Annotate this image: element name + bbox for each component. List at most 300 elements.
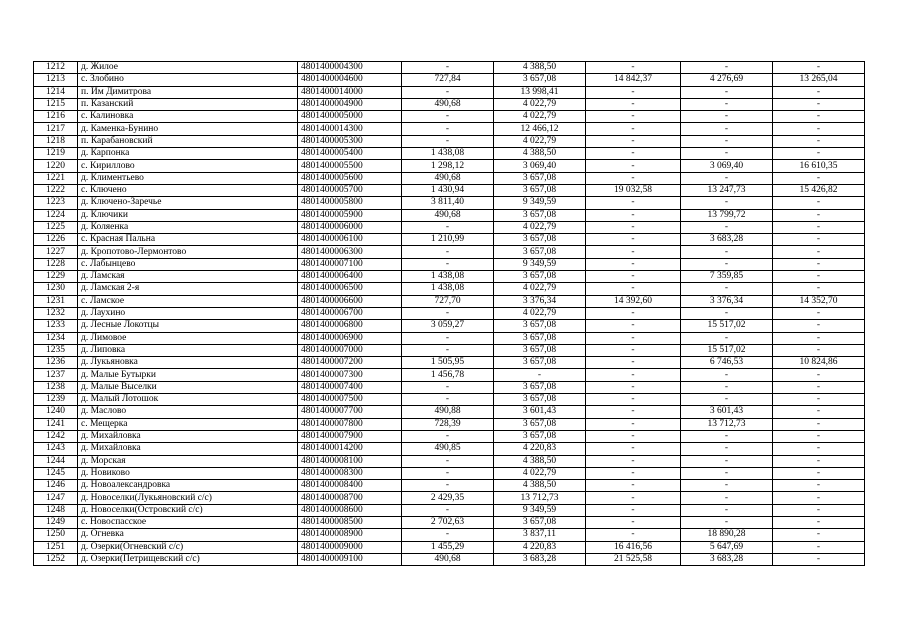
row-number: 1221 — [34, 172, 78, 184]
value-col-4: - — [681, 307, 773, 319]
settlement-code: 4801400005300 — [298, 135, 402, 147]
value-col-1: - — [402, 62, 494, 74]
row-number: 1233 — [34, 320, 78, 332]
settlement-code: 4801400008900 — [298, 529, 402, 541]
value-col-2: 4 220,83 — [494, 541, 586, 553]
table-row — [34, 541, 865, 553]
value-col-5: - — [773, 553, 865, 565]
settlement-name: д. Новоселки(Лукьяновский с/с) — [78, 492, 298, 504]
row-number: 1230 — [34, 283, 78, 295]
row-number: 1242 — [34, 430, 78, 442]
settlement-name: с. Ключено — [78, 184, 298, 196]
value-col-5: - — [773, 443, 865, 455]
value-col-5: - — [773, 172, 865, 184]
value-col-3: - — [586, 369, 681, 381]
value-col-2: 4 388,50 — [494, 480, 586, 492]
settlement-code: 4801400005500 — [298, 160, 402, 172]
row-number: 1213 — [34, 74, 78, 86]
value-col-5: - — [773, 62, 865, 74]
value-col-5: - — [773, 135, 865, 147]
value-col-5: - — [773, 234, 865, 246]
value-col-5: - — [773, 221, 865, 233]
value-col-1: 1 438,08 — [402, 283, 494, 295]
table-row — [34, 406, 865, 418]
value-col-1: 490,68 — [402, 172, 494, 184]
row-number: 1244 — [34, 455, 78, 467]
value-col-4: - — [681, 197, 773, 209]
value-col-1: 1 456,78 — [402, 369, 494, 381]
settlement-code: 4801400014000 — [298, 86, 402, 98]
value-col-2: 3 657,08 — [494, 357, 586, 369]
value-col-5: - — [773, 480, 865, 492]
value-col-2: 3 683,28 — [494, 553, 586, 565]
value-col-5: - — [773, 271, 865, 283]
table-row — [34, 62, 865, 74]
table-row — [34, 529, 865, 541]
value-col-4: - — [681, 504, 773, 516]
value-col-3: - — [586, 258, 681, 270]
value-col-5: 16 610,35 — [773, 160, 865, 172]
value-col-1: - — [402, 529, 494, 541]
value-col-2: 4 220,83 — [494, 443, 586, 455]
value-col-5: - — [773, 123, 865, 135]
table-row — [34, 369, 865, 381]
value-col-2: 4 022,79 — [494, 135, 586, 147]
value-col-2: 3 837,11 — [494, 529, 586, 541]
value-col-2: 4 388,50 — [494, 62, 586, 74]
settlement-name: с. Красная Пальна — [78, 234, 298, 246]
table-row — [34, 246, 865, 258]
table-row — [34, 480, 865, 492]
settlement-code: 4801400004300 — [298, 62, 402, 74]
row-number: 1241 — [34, 418, 78, 430]
value-col-3: - — [586, 271, 681, 283]
value-col-3: - — [586, 135, 681, 147]
settlement-code: 4801400006000 — [298, 221, 402, 233]
value-col-3: 21 525,58 — [586, 553, 681, 565]
value-col-5: - — [773, 406, 865, 418]
value-col-3: - — [586, 234, 681, 246]
value-col-5: - — [773, 504, 865, 516]
settlement-code: 4801400007900 — [298, 430, 402, 442]
settlement-code: 4801400008500 — [298, 516, 402, 528]
value-col-3: - — [586, 123, 681, 135]
value-col-1: - — [402, 221, 494, 233]
value-col-2: 3 376,34 — [494, 295, 586, 307]
table-row — [34, 332, 865, 344]
value-col-3: - — [586, 504, 681, 516]
settlement-code: 4801400007200 — [298, 357, 402, 369]
value-col-4: - — [681, 516, 773, 528]
value-col-2: - — [494, 369, 586, 381]
table-row — [34, 221, 865, 233]
settlement-name: д. Малый Лотошок — [78, 394, 298, 406]
table-row — [34, 357, 865, 369]
row-number: 1249 — [34, 516, 78, 528]
value-col-3: - — [586, 160, 681, 172]
table-row — [34, 271, 865, 283]
value-col-2: 9 349,59 — [494, 504, 586, 516]
settlement-name: д. Михайловка — [78, 430, 298, 442]
settlement-name: д. Новиково — [78, 467, 298, 479]
value-col-1: 3 811,40 — [402, 197, 494, 209]
settlement-code: 4801400005800 — [298, 197, 402, 209]
value-col-5: - — [773, 307, 865, 319]
settlement-name: д. Маслово — [78, 406, 298, 418]
value-col-4: - — [681, 394, 773, 406]
row-number: 1239 — [34, 394, 78, 406]
value-col-4: 5 647,69 — [681, 541, 773, 553]
settlement-name: д. Коляенка — [78, 221, 298, 233]
value-col-1: 1 430,94 — [402, 184, 494, 196]
value-col-2: 3 657,08 — [494, 209, 586, 221]
settlement-name: д. Ламская 2-я — [78, 283, 298, 295]
value-col-3: - — [586, 344, 681, 356]
value-col-3: - — [586, 516, 681, 528]
value-col-2: 4 022,79 — [494, 98, 586, 110]
value-col-3: - — [586, 394, 681, 406]
value-col-5: - — [773, 197, 865, 209]
row-number: 1229 — [34, 271, 78, 283]
settlement-code: 4801400005900 — [298, 209, 402, 221]
row-number: 1224 — [34, 209, 78, 221]
value-col-4: 13 799,72 — [681, 209, 773, 221]
value-col-3: - — [586, 246, 681, 258]
value-col-1: 2 429,35 — [402, 492, 494, 504]
settlement-code: 4801400014200 — [298, 443, 402, 455]
value-col-1: 490,85 — [402, 443, 494, 455]
value-col-5: - — [773, 467, 865, 479]
value-col-5: - — [773, 98, 865, 110]
settlement-name: д. Ключики — [78, 209, 298, 221]
value-col-3: 19 032,58 — [586, 184, 681, 196]
value-col-1: - — [402, 123, 494, 135]
data-sheet — [33, 61, 865, 566]
value-col-4: 4 276,69 — [681, 74, 773, 86]
settlement-name: д. Новоалександровка — [78, 480, 298, 492]
settlement-name: д. Малые Бутырки — [78, 369, 298, 381]
settlement-code: 4801400007800 — [298, 418, 402, 430]
value-col-4: - — [681, 381, 773, 393]
row-number: 1235 — [34, 344, 78, 356]
value-col-2: 3 069,40 — [494, 160, 586, 172]
value-col-2: 4 022,79 — [494, 111, 586, 123]
value-col-3: - — [586, 283, 681, 295]
table-row — [34, 160, 865, 172]
value-col-5: 10 824,86 — [773, 357, 865, 369]
value-col-4: 3 601,43 — [681, 406, 773, 418]
value-col-2: 3 657,08 — [494, 516, 586, 528]
value-col-2: 3 601,43 — [494, 406, 586, 418]
row-number: 1212 — [34, 62, 78, 74]
value-col-3: - — [586, 320, 681, 332]
value-col-5: - — [773, 320, 865, 332]
row-number: 1248 — [34, 504, 78, 516]
value-col-1: 727,70 — [402, 295, 494, 307]
settlement-name: с. Калиновка — [78, 111, 298, 123]
value-col-4: 7 359,85 — [681, 271, 773, 283]
value-col-2: 13 998,41 — [494, 86, 586, 98]
value-col-2: 4 022,79 — [494, 307, 586, 319]
value-col-5: - — [773, 86, 865, 98]
value-col-3: - — [586, 148, 681, 160]
value-col-3: - — [586, 332, 681, 344]
value-col-1: - — [402, 381, 494, 393]
value-col-4: - — [681, 258, 773, 270]
settlement-name: п. Карабановский — [78, 135, 298, 147]
settlement-name: д. Малые Выселки — [78, 381, 298, 393]
settlement-name: с. Кириллово — [78, 160, 298, 172]
value-col-4: - — [681, 172, 773, 184]
settlement-name: д. Лаухино — [78, 307, 298, 319]
value-col-4: - — [681, 148, 773, 160]
value-col-2: 4 022,79 — [494, 467, 586, 479]
value-col-3: - — [586, 381, 681, 393]
value-col-2: 3 657,08 — [494, 234, 586, 246]
settlement-code: 4801400008300 — [298, 467, 402, 479]
value-col-5: - — [773, 344, 865, 356]
settlement-name: п. Им Димитрова — [78, 86, 298, 98]
row-number: 1218 — [34, 135, 78, 147]
value-col-1: 490,88 — [402, 406, 494, 418]
settlement-name: д. Лимовое — [78, 332, 298, 344]
table-row — [34, 74, 865, 86]
value-col-5: - — [773, 148, 865, 160]
value-col-4: 3 683,28 — [681, 234, 773, 246]
value-col-4: 18 890,28 — [681, 529, 773, 541]
value-col-2: 9 349,59 — [494, 258, 586, 270]
row-number: 1228 — [34, 258, 78, 270]
table-row — [34, 283, 865, 295]
row-number: 1231 — [34, 295, 78, 307]
value-col-3: - — [586, 443, 681, 455]
settlement-name: д. Лесные Локотцы — [78, 320, 298, 332]
value-col-5: - — [773, 455, 865, 467]
settlement-code: 4801400006100 — [298, 234, 402, 246]
value-col-3: - — [586, 406, 681, 418]
table-row — [34, 98, 865, 110]
value-col-5: - — [773, 541, 865, 553]
table-row — [34, 504, 865, 516]
value-col-4: - — [681, 123, 773, 135]
value-col-3: 14 842,37 — [586, 74, 681, 86]
value-col-5: - — [773, 246, 865, 258]
value-col-5: - — [773, 258, 865, 270]
row-number: 1250 — [34, 529, 78, 541]
value-col-2: 3 657,08 — [494, 332, 586, 344]
value-col-4: - — [681, 135, 773, 147]
row-number: 1240 — [34, 406, 78, 418]
value-col-1: 490,68 — [402, 98, 494, 110]
value-col-3: - — [586, 430, 681, 442]
settlement-name: с. Новоспасское — [78, 516, 298, 528]
value-col-2: 4 388,50 — [494, 455, 586, 467]
value-col-1: 3 059,27 — [402, 320, 494, 332]
value-col-2: 9 349,59 — [494, 197, 586, 209]
value-col-1: 1 298,12 — [402, 160, 494, 172]
value-col-4: - — [681, 455, 773, 467]
settlement-code: 4801400006400 — [298, 271, 402, 283]
value-col-5: - — [773, 332, 865, 344]
value-col-4: 15 517,02 — [681, 344, 773, 356]
row-number: 1238 — [34, 381, 78, 393]
value-col-2: 4 022,79 — [494, 221, 586, 233]
table-row — [34, 516, 865, 528]
value-col-5: - — [773, 418, 865, 430]
value-col-1: - — [402, 344, 494, 356]
value-col-4: 3 376,34 — [681, 295, 773, 307]
value-col-3: - — [586, 467, 681, 479]
table-row — [34, 135, 865, 147]
value-col-2: 4 022,79 — [494, 283, 586, 295]
value-col-4: - — [681, 467, 773, 479]
settlement-code: 4801400005000 — [298, 111, 402, 123]
value-col-2: 3 657,08 — [494, 430, 586, 442]
settlement-code: 4801400007400 — [298, 381, 402, 393]
settlement-name: д. Морская — [78, 455, 298, 467]
value-col-5: - — [773, 369, 865, 381]
settlement-name: д. Лукьяновка — [78, 357, 298, 369]
row-number: 1247 — [34, 492, 78, 504]
settlement-code: 4801400006500 — [298, 283, 402, 295]
settlement-code: 4801400005700 — [298, 184, 402, 196]
value-col-4: - — [681, 98, 773, 110]
value-col-4: 15 517,02 — [681, 320, 773, 332]
row-number: 1245 — [34, 467, 78, 479]
settlement-name: д. Климентьево — [78, 172, 298, 184]
table-row — [34, 443, 865, 455]
value-col-1: - — [402, 430, 494, 442]
row-number: 1216 — [34, 111, 78, 123]
value-col-1: 1 438,08 — [402, 148, 494, 160]
value-col-2: 3 657,08 — [494, 172, 586, 184]
value-col-1: - — [402, 394, 494, 406]
value-col-3: - — [586, 111, 681, 123]
value-col-1: - — [402, 246, 494, 258]
value-col-2: 3 657,08 — [494, 418, 586, 430]
row-number: 1237 — [34, 369, 78, 381]
value-col-5: - — [773, 430, 865, 442]
value-col-5: - — [773, 394, 865, 406]
settlement-code: 4801400004900 — [298, 98, 402, 110]
row-number: 1252 — [34, 553, 78, 565]
settlement-code: 4801400006800 — [298, 320, 402, 332]
table-row — [34, 467, 865, 479]
value-col-4: - — [681, 62, 773, 74]
row-number: 1226 — [34, 234, 78, 246]
value-col-3: - — [586, 357, 681, 369]
value-col-1: - — [402, 258, 494, 270]
value-col-1: - — [402, 307, 494, 319]
settlement-code: 4801400009000 — [298, 541, 402, 553]
settlement-name: д. Огневка — [78, 529, 298, 541]
row-number: 1232 — [34, 307, 78, 319]
row-number: 1214 — [34, 86, 78, 98]
value-col-4: 3 069,40 — [681, 160, 773, 172]
value-col-2: 3 657,08 — [494, 184, 586, 196]
settlement-code: 4801400007500 — [298, 394, 402, 406]
value-col-5: - — [773, 492, 865, 504]
value-col-3: - — [586, 492, 681, 504]
row-number: 1219 — [34, 148, 78, 160]
value-col-2: 3 657,08 — [494, 74, 586, 86]
value-col-1: - — [402, 480, 494, 492]
settlement-code: 4801400005600 — [298, 172, 402, 184]
settlement-code: 4801400007000 — [298, 344, 402, 356]
table-row — [34, 295, 865, 307]
value-col-4: - — [681, 443, 773, 455]
settlement-name: д. Новоселки(Островский с/с) — [78, 504, 298, 516]
value-col-1: - — [402, 135, 494, 147]
table-row — [34, 234, 865, 246]
value-col-1: 1 438,08 — [402, 271, 494, 283]
row-number: 1215 — [34, 98, 78, 110]
table-row — [34, 197, 865, 209]
table-row — [34, 394, 865, 406]
value-col-4: - — [681, 283, 773, 295]
value-col-4: 13 712,73 — [681, 418, 773, 430]
settlement-name: д. Озерки(Петрищевский с/с) — [78, 553, 298, 565]
value-col-5: - — [773, 209, 865, 221]
value-col-5: - — [773, 283, 865, 295]
value-col-1: - — [402, 111, 494, 123]
value-col-5: 15 426,82 — [773, 184, 865, 196]
settlement-code: 4801400005400 — [298, 148, 402, 160]
value-col-5: - — [773, 111, 865, 123]
settlement-code: 4801400007300 — [298, 369, 402, 381]
settlement-name: с. Мещерка — [78, 418, 298, 430]
settlement-name: д. Ламская — [78, 271, 298, 283]
table-row — [34, 381, 865, 393]
settlement-code: 4801400007700 — [298, 406, 402, 418]
value-col-4: - — [681, 492, 773, 504]
value-col-5: - — [773, 529, 865, 541]
value-col-2: 3 657,08 — [494, 381, 586, 393]
table-row — [34, 320, 865, 332]
value-col-3: - — [586, 98, 681, 110]
value-col-3: - — [586, 480, 681, 492]
table-row — [34, 172, 865, 184]
value-col-4: - — [681, 480, 773, 492]
table-row — [34, 209, 865, 221]
value-col-1: 727,84 — [402, 74, 494, 86]
value-col-4: - — [681, 430, 773, 442]
settlement-name: д. Ключено-Заречье — [78, 197, 298, 209]
value-col-1: 728,39 — [402, 418, 494, 430]
value-col-4: - — [681, 86, 773, 98]
value-col-4: 6 746,53 — [681, 357, 773, 369]
row-number: 1217 — [34, 123, 78, 135]
value-col-1: 490,68 — [402, 553, 494, 565]
table-row — [34, 148, 865, 160]
row-number: 1234 — [34, 332, 78, 344]
value-col-4: - — [681, 332, 773, 344]
row-number: 1227 — [34, 246, 78, 258]
table-row — [34, 123, 865, 135]
settlement-code: 4801400006600 — [298, 295, 402, 307]
row-number: 1223 — [34, 197, 78, 209]
settlement-name: д. Карпонка — [78, 148, 298, 160]
value-col-5: - — [773, 516, 865, 528]
table-row — [34, 430, 865, 442]
settlement-code: 4801400006900 — [298, 332, 402, 344]
value-col-3: - — [586, 86, 681, 98]
table-row — [34, 418, 865, 430]
value-col-4: - — [681, 111, 773, 123]
value-col-5: - — [773, 381, 865, 393]
table-row — [34, 86, 865, 98]
settlement-name: д. Липовка — [78, 344, 298, 356]
